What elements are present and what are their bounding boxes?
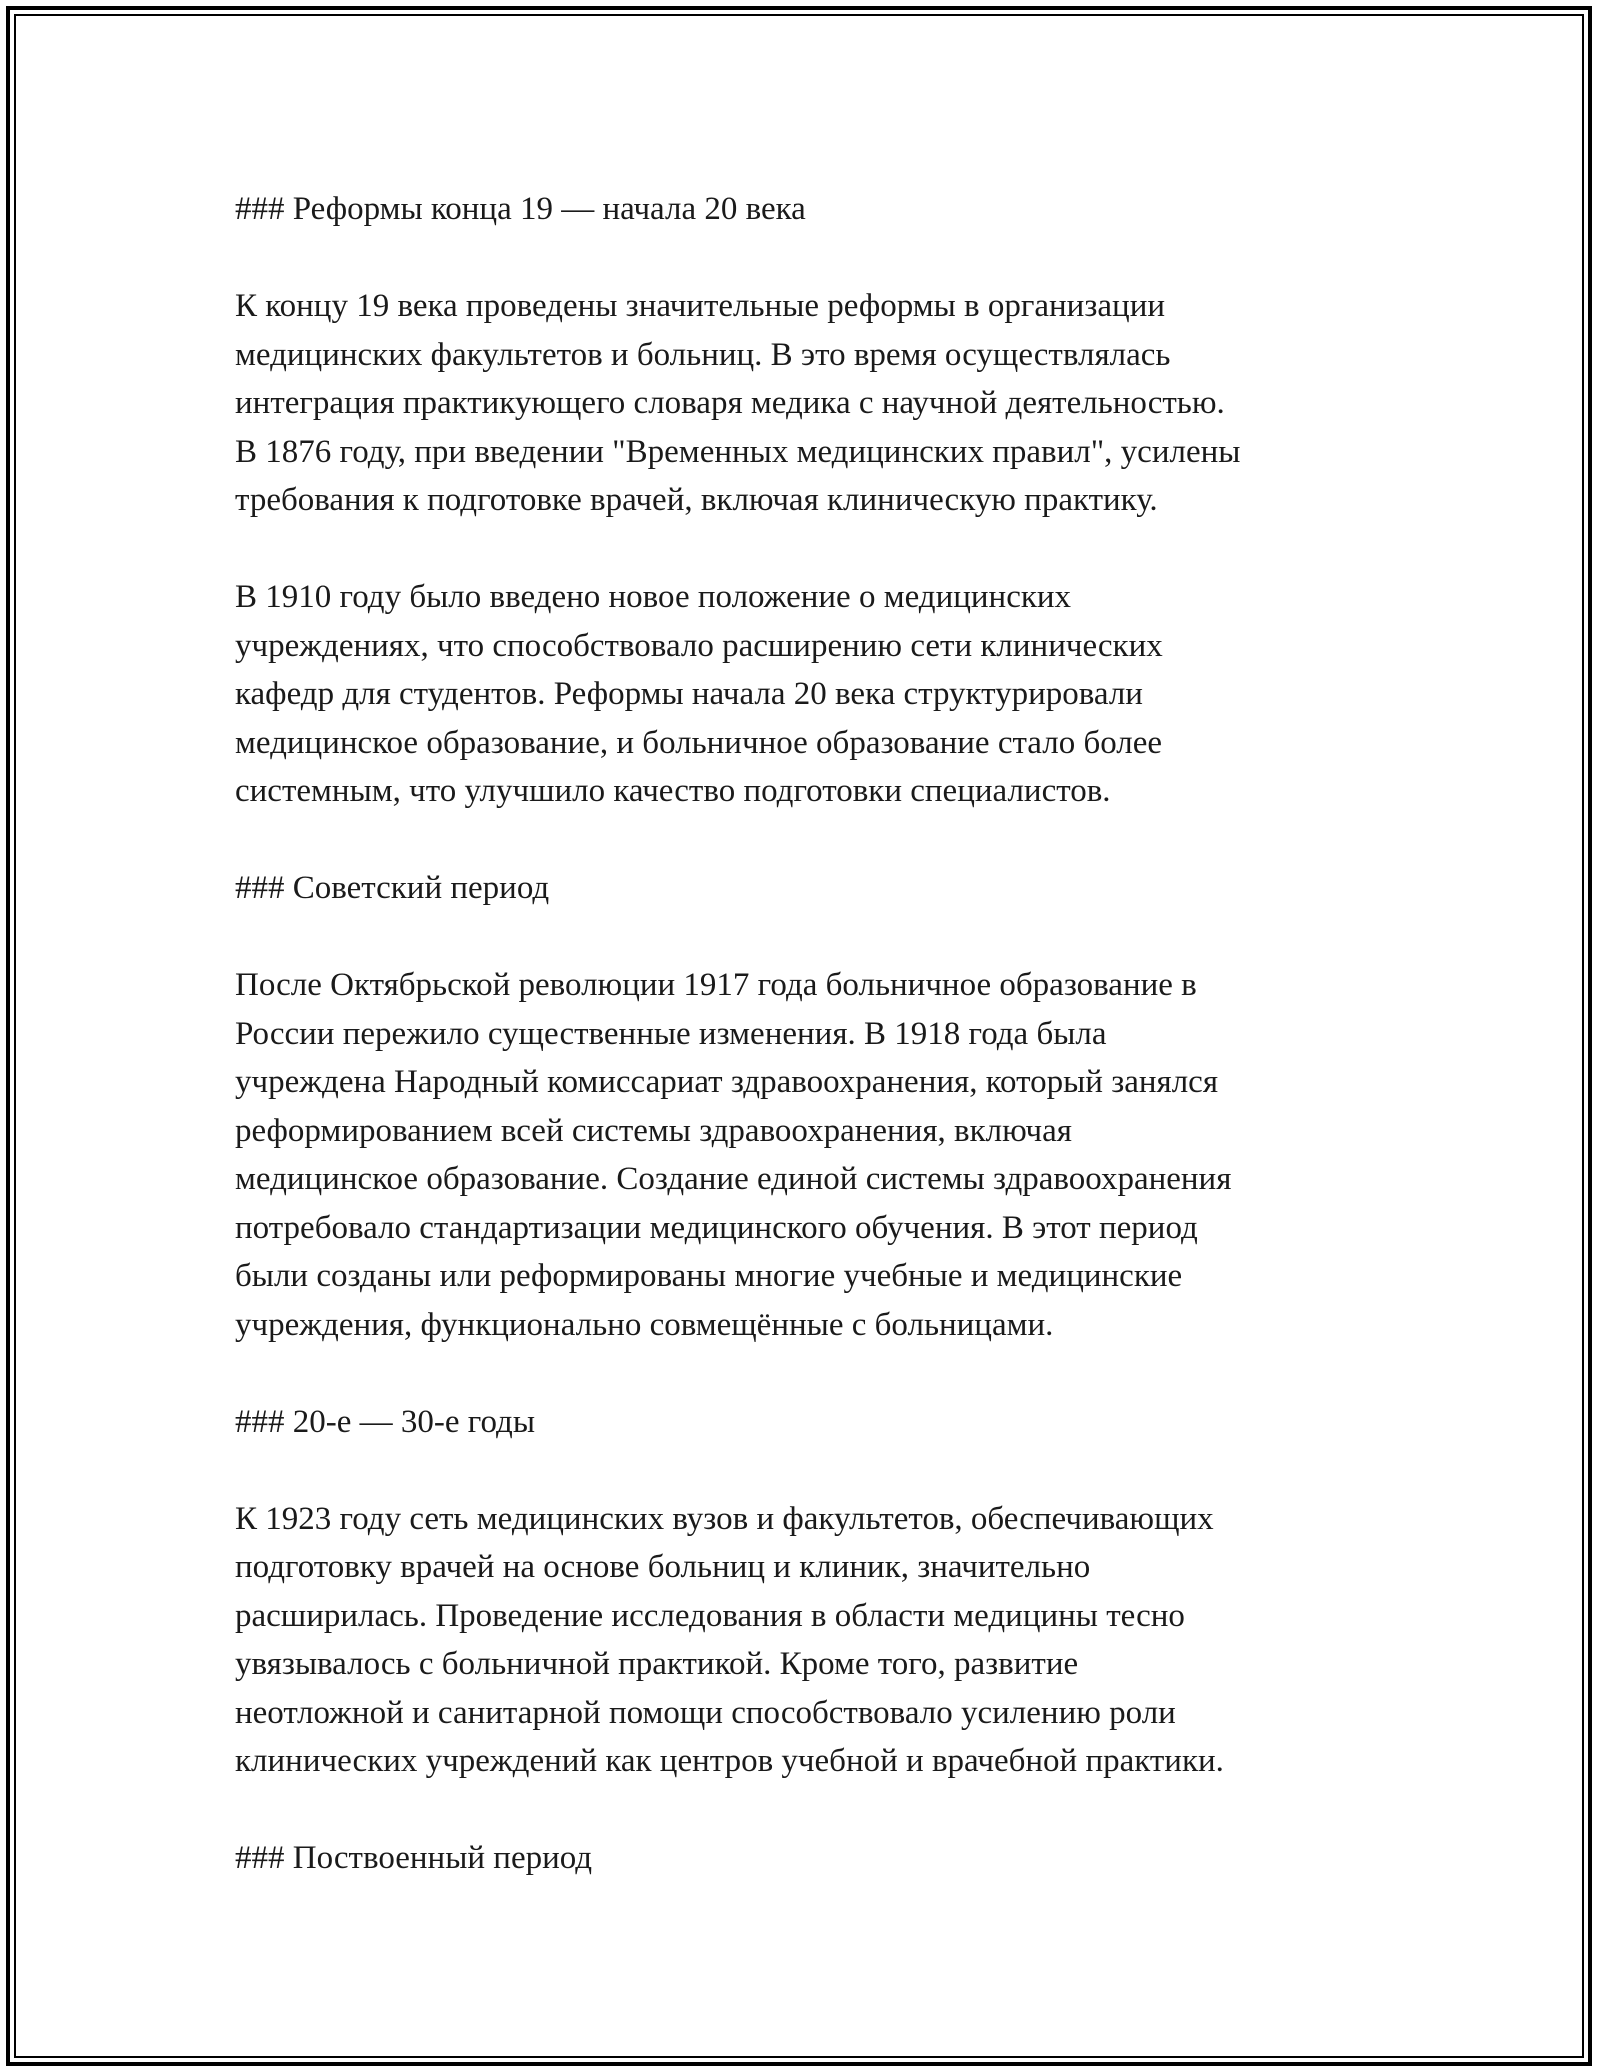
spacer [235, 525, 1395, 574]
section-heading-soviet: ### Советский период [235, 870, 550, 906]
text-line: В 1876 году, при введении "Временных медицинских правил", усилены [235, 433, 1241, 470]
text-line: После Октябрьской революции 1917 года больничное образование в [235, 967, 1197, 1003]
text-line: системным, что улучшило качество подготовки специалистов. [235, 773, 1111, 809]
section-heading-postwar: ### Поствоенный период [235, 1840, 593, 1876]
text-line: медицинское образование. Создание единой системы здравоохранения [235, 1161, 1232, 1197]
text-line: были созданы или реформированы многие учебные и медицинские [235, 1258, 1183, 1294]
section-heading-reforms: ### Реформы конца 19 — начала 20 века [235, 191, 806, 227]
text-line: интеграция практикующего словаря медика с научной деятельностью. [235, 385, 1225, 421]
text-line: К концу 19 века проведены значительные реформы в организации [235, 288, 1166, 324]
document-body [235, 185, 1395, 1883]
spacer [235, 1446, 1395, 1495]
paragraph-reforms-1 [235, 282, 1395, 525]
text-line: расширилась. Проведение исследования в области медицины тесно [235, 1597, 1185, 1634]
text-line: К 1923 году сеть медицинских вузов и факультетов, обеспечивающих [235, 1500, 1214, 1537]
spacer [235, 234, 1395, 283]
text-line: подготовку врачей на основе больниц и клиник, значительно [235, 1549, 1091, 1585]
text-line: медицинских факультетов и больниц. В это время осуществлялась [235, 336, 1171, 373]
text-line: увязывалось с больничной практикой. Кроме того, развитие [235, 1646, 1079, 1682]
text-line: кафедр для студентов. Реформы начала 20 века структурировали [235, 676, 1143, 712]
spacer [235, 816, 1395, 865]
spacer [235, 1349, 1395, 1398]
paragraph-20s-30s-1 [235, 1495, 1395, 1786]
text-line: В 1910 году было введено новое положение о медицинских [235, 579, 1072, 615]
text-line: медицинское образование, и больничное образование стало более [235, 724, 1163, 761]
text-line: требования к подготовке врачей, включая клиническую практику. [235, 482, 1158, 518]
text-line: потребовало стандартизации медицинского обучения. В этот период [235, 1209, 1198, 1246]
text-line: реформированием всей системы здравоохранения, включая [235, 1112, 1072, 1149]
paragraph-reforms-2 [235, 573, 1395, 816]
text-line: учреждениях, что способствовало расширению сети клинических [235, 627, 1163, 664]
text-line: учреждения, функционально совмещённые с больницами. [235, 1306, 1054, 1343]
paragraph-soviet-1 [235, 961, 1395, 1349]
text-line: России пережило существенные изменения. В 1918 года была [235, 1015, 1107, 1052]
text-line: учреждена Народный комиссариат здравоохранения, который занялся [235, 1064, 1219, 1100]
text-line: клинических учреждений как центров учебной и врачебной практики. [235, 1743, 1224, 1779]
spacer [235, 1786, 1395, 1835]
text-line: неотложной и санитарной помощи способствовало усилению роли [235, 1694, 1176, 1731]
spacer [235, 913, 1395, 962]
section-heading-20s-30s: ### 20-е — 30-е годы [235, 1403, 535, 1440]
